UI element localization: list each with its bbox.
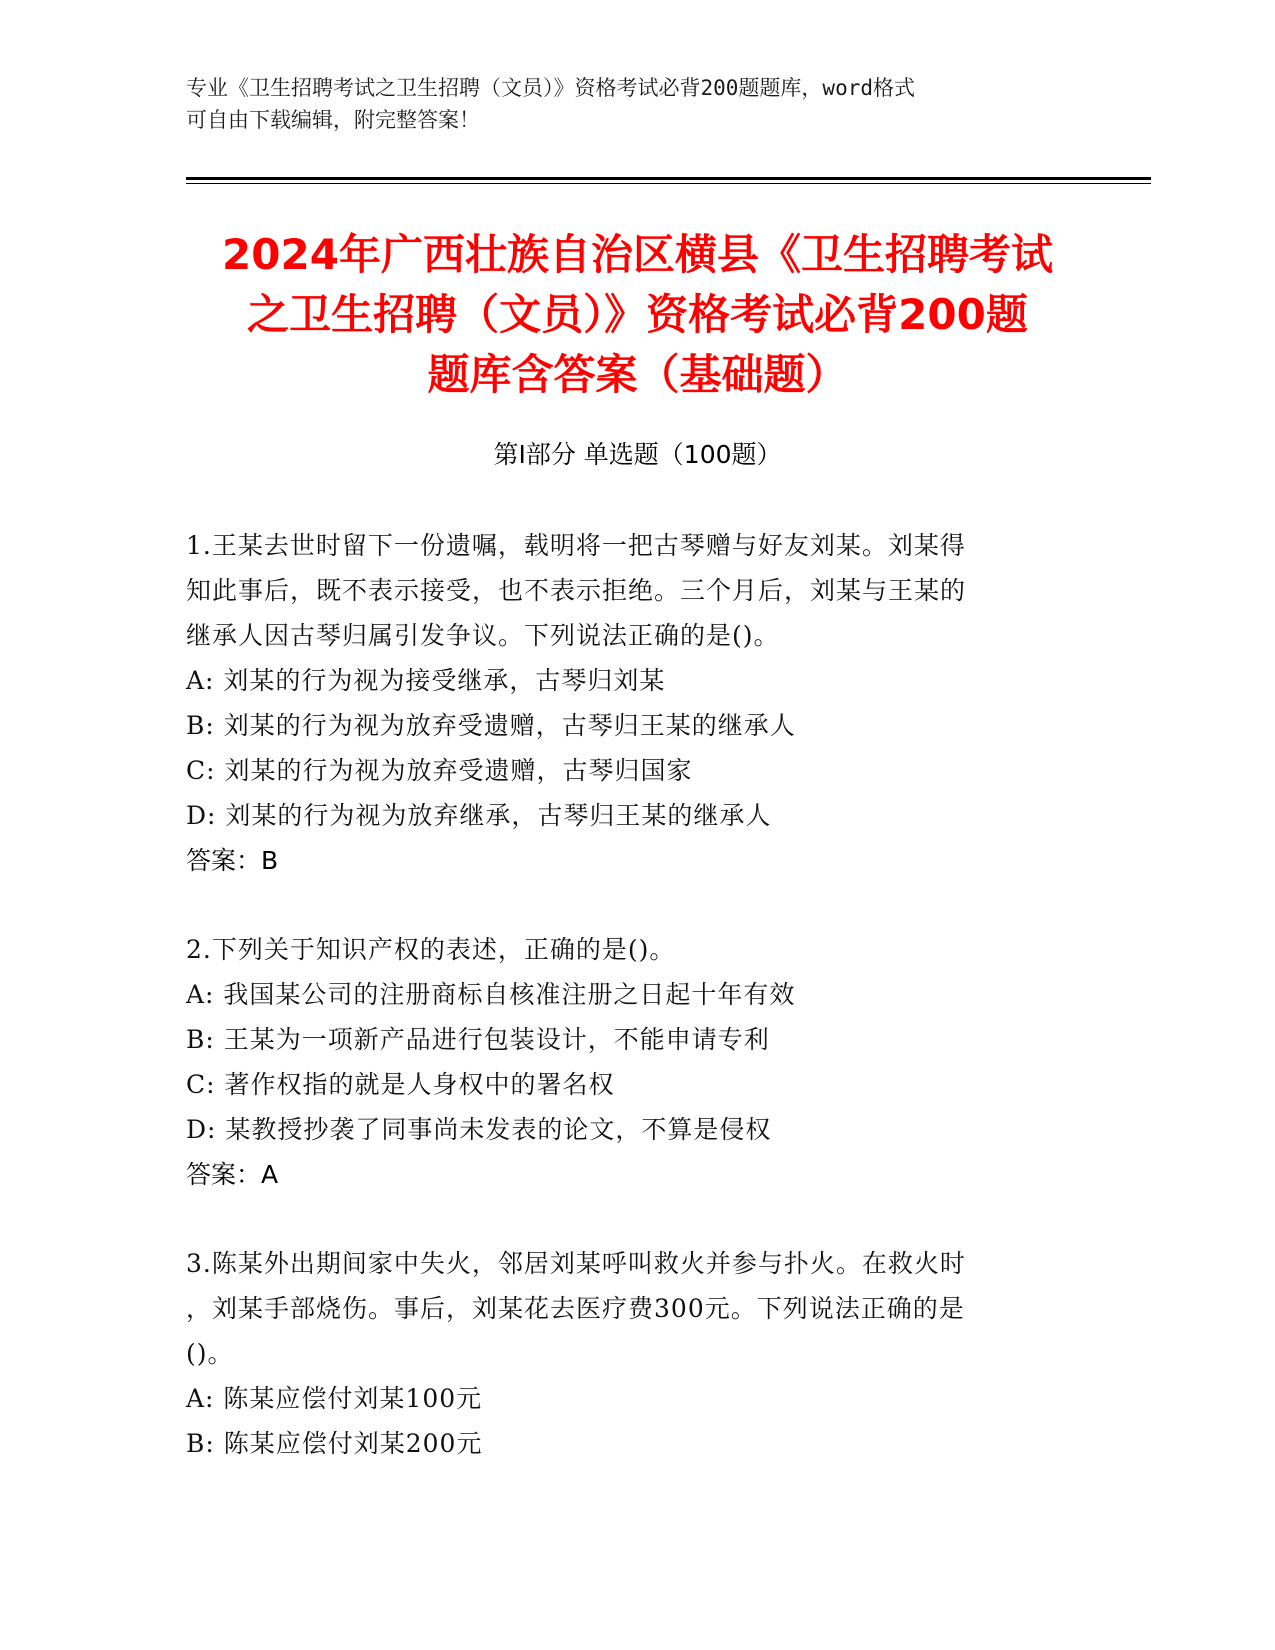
question-stem-line: 知此事后，既不表示接受，也不表示拒绝。三个月后，刘某与王某的 — [186, 576, 967, 605]
header-note — [186, 72, 1066, 136]
question-3 — [186, 1241, 1066, 1466]
document-title-line: 2024年广西壮族自治区横县《卫生招聘考试 — [222, 230, 1053, 279]
document-title — [150, 225, 1125, 405]
option-b: B: 刘某的行为视为放弃受遗赠，古琴归王某的继承人 — [186, 711, 796, 740]
answer-line: 答案：A — [186, 1160, 279, 1189]
question-1 — [186, 523, 1066, 883]
document-title-line: 之卫生招聘（文员）》资格考试必背200题 — [247, 290, 1028, 339]
option-a: A: 刘某的行为视为接受继承，古琴归刘某 — [186, 666, 666, 695]
question-stem-line: 继承人因古琴归属引发争议。下列说法正确的是()。 — [186, 621, 780, 650]
question-stem-line: 2.下列关于知识产权的表述，正确的是()。 — [186, 935, 676, 964]
option-d: D: 某教授抄袭了同事尚未发表的论文，不算是侵权 — [186, 1115, 772, 1144]
question-stem-line: ，刘某手部烧伤。事后，刘某花去医疗费300元。下列说法正确的是 — [186, 1294, 965, 1323]
answer-line: 答案：B — [186, 846, 279, 875]
question-list — [186, 523, 1066, 1510]
option-d: D: 刘某的行为视为放弃继承，古琴归王某的继承人 — [186, 801, 772, 830]
header-divider-thin — [186, 183, 1151, 184]
document-title-line: 题库含答案（基础题） — [427, 350, 848, 399]
option-a: A: 陈某应偿付刘某100元 — [186, 1384, 483, 1413]
header-divider-thick — [186, 177, 1151, 180]
question-2 — [186, 927, 1066, 1197]
option-c: C: 著作权指的就是人身权中的署名权 — [186, 1070, 615, 1099]
header-note-line: 专业《卫生招聘考试之卫生招聘（文员）》资格考试必背200题题库，word格式 — [186, 76, 915, 100]
header-note-line: 可自由下载编辑，附完整答案！ — [186, 108, 480, 132]
question-stem-line: ()。 — [186, 1339, 234, 1368]
option-b: B: 陈某应偿付刘某200元 — [186, 1429, 483, 1458]
section-title: 第Ⅰ部分 单选题（100题） — [493, 440, 782, 469]
option-a: A: 我国某公司的注册商标自核准注册之日起十年有效 — [186, 980, 796, 1009]
option-c: C: 刘某的行为视为放弃受遗赠，古琴归国家 — [186, 756, 693, 785]
option-b: B: 王某为一项新产品进行包装设计，不能申请专利 — [186, 1025, 770, 1054]
question-stem-line: 1.王某去世时留下一份遗嘱，载明将一把古琴赠与好友刘某。刘某得 — [186, 531, 966, 560]
question-stem-line: 3.陈某外出期间家中失火，邻居刘某呼叫救火并参与扑火。在救火时 — [186, 1249, 966, 1278]
